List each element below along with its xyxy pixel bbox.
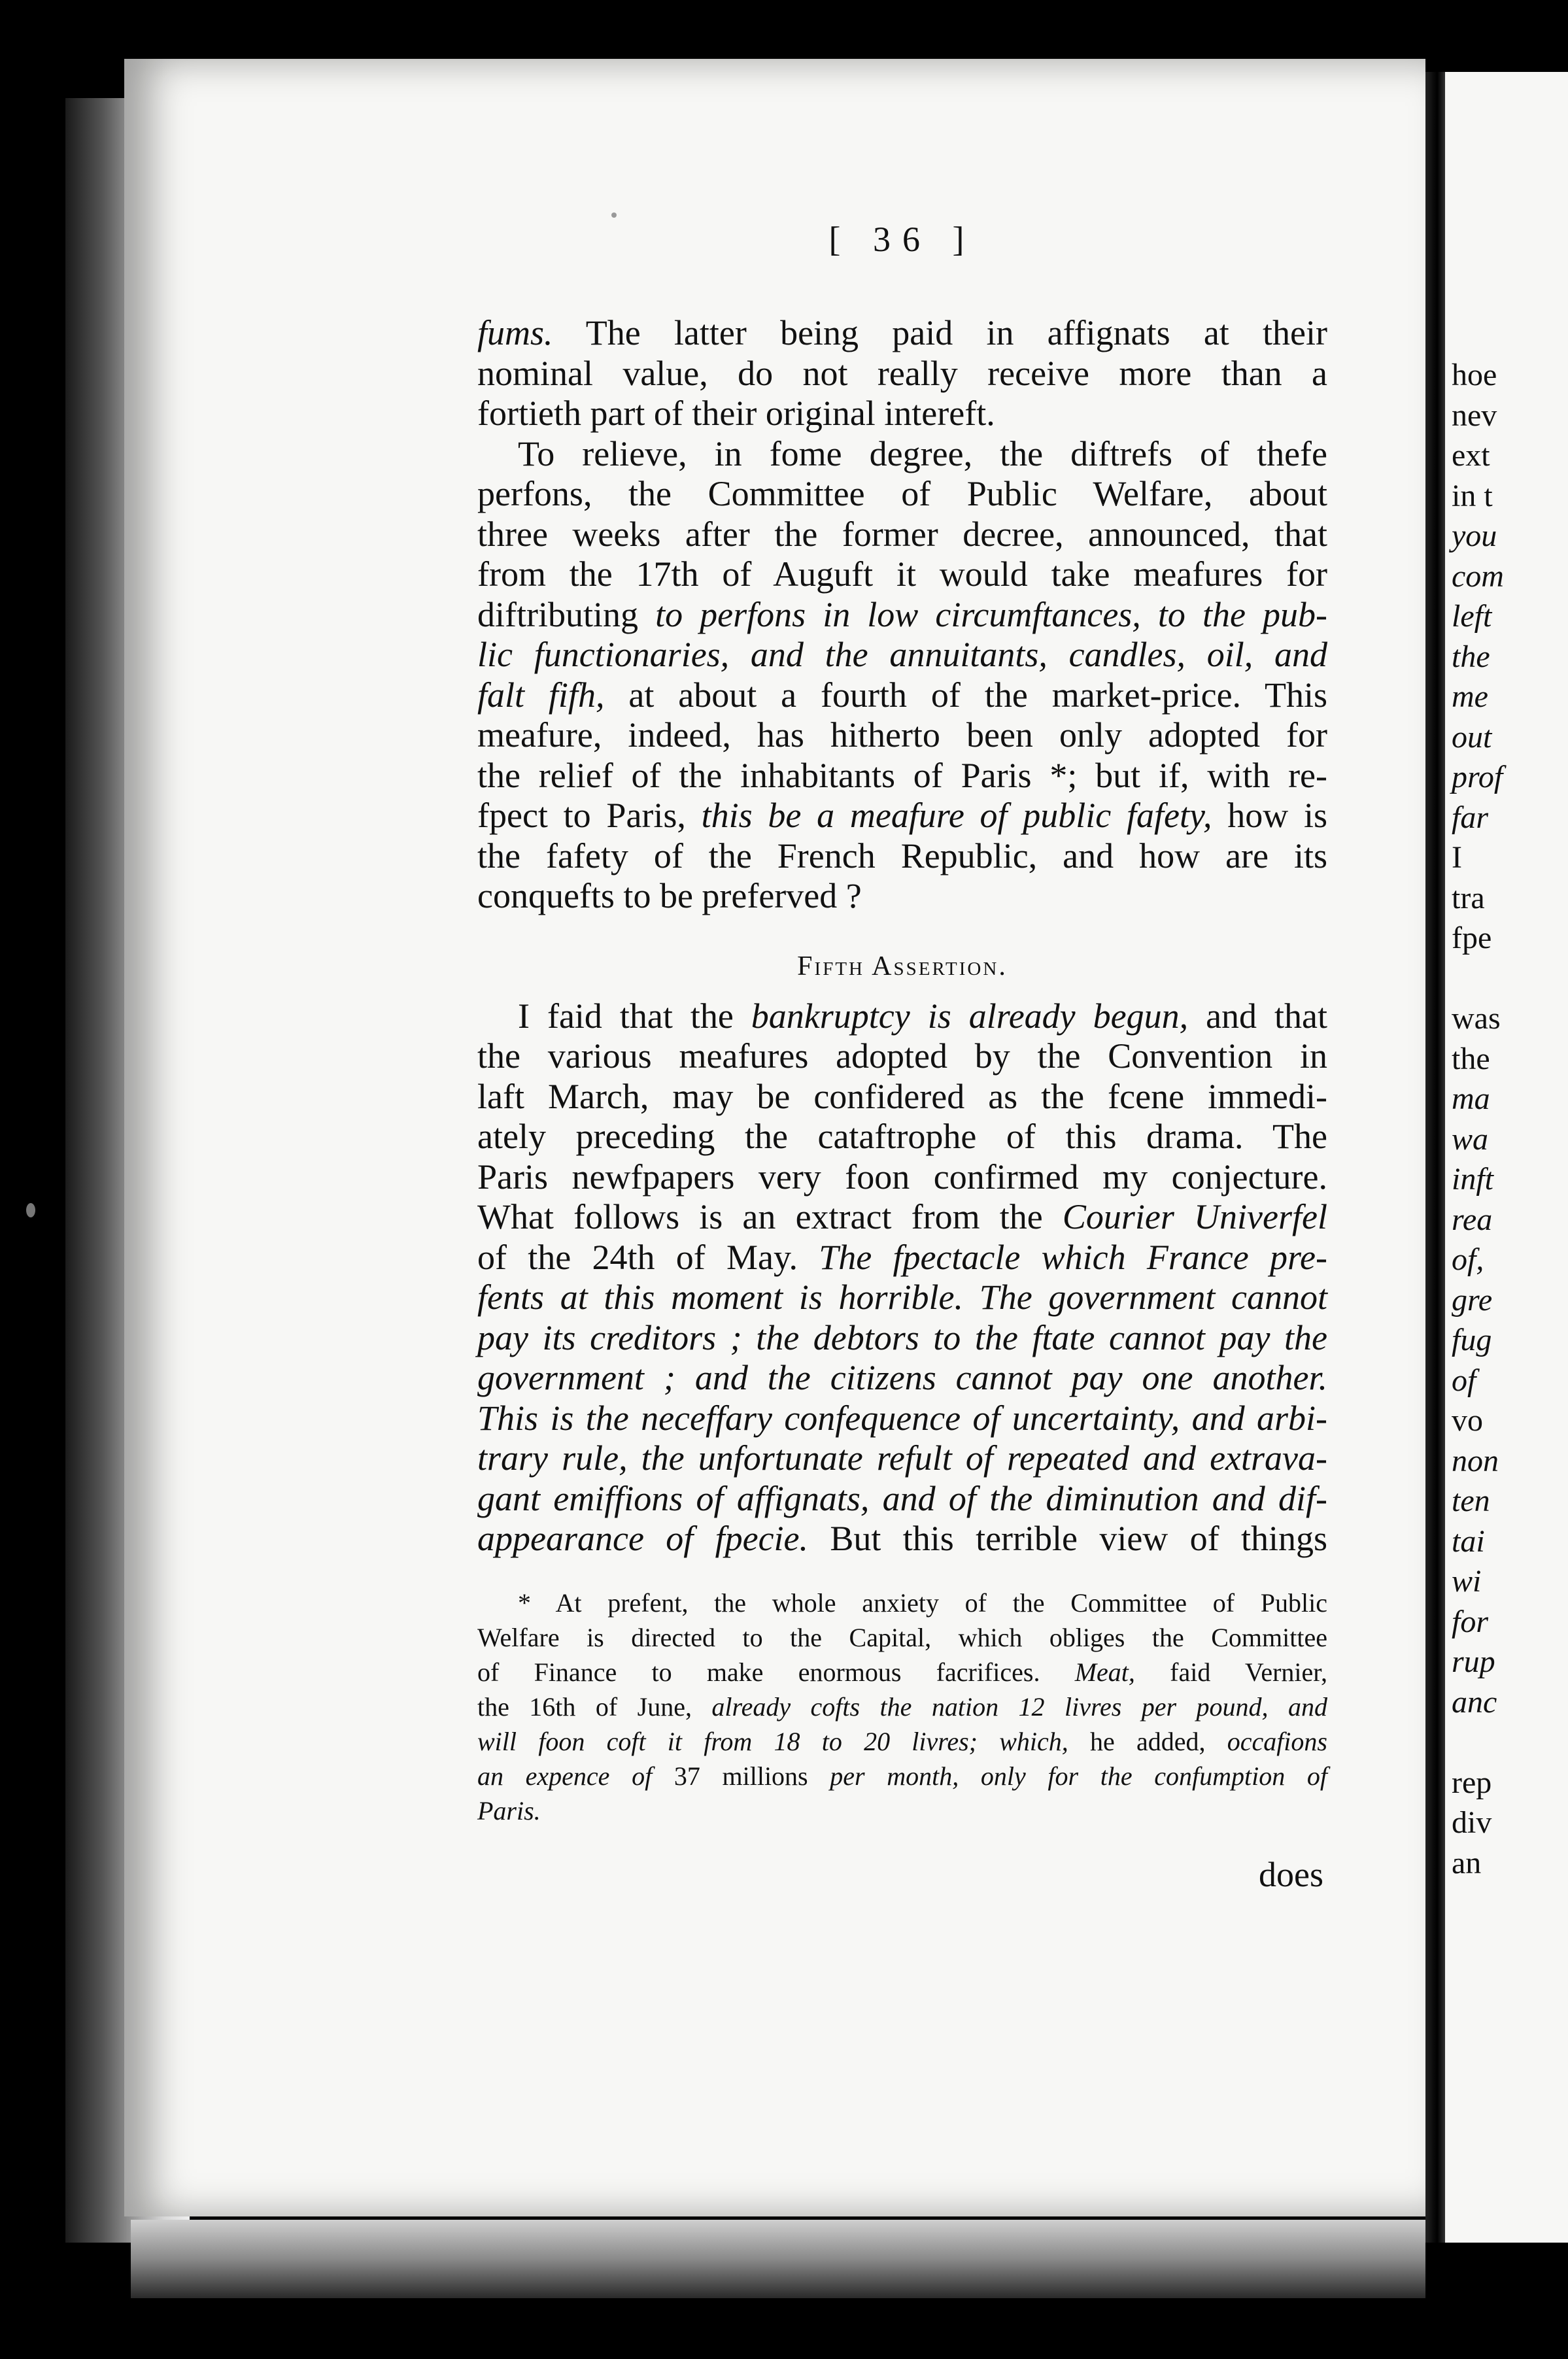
text-line: the fafety of the French Republic, and how are its bbox=[477, 836, 1327, 875]
text-line: lic functionaries, and the annuitants, candles, oil, and bbox=[477, 635, 1327, 674]
footnote-line: Welfare is directed to the Capital, which obliges the Committee bbox=[477, 1622, 1327, 1652]
footnote-line: Paris. bbox=[477, 1795, 541, 1825]
right-page-text-fragment: wa bbox=[1452, 1121, 1489, 1157]
right-page-text-fragment: ext bbox=[1452, 438, 1490, 473]
right-page-text-fragment: fug bbox=[1452, 1323, 1492, 1357]
text-line: Paris newfpapers very foon confirmed my conjecture. bbox=[477, 1157, 1327, 1196]
right-page-text-fragment: out bbox=[1452, 719, 1492, 755]
right-page-fragment bbox=[1445, 72, 1568, 2243]
right-page-text-fragment: rup bbox=[1452, 1644, 1495, 1679]
page-edge bbox=[131, 2220, 1425, 2298]
right-page-text-fragment: you bbox=[1452, 518, 1497, 553]
right-page-text-fragment: me bbox=[1452, 679, 1488, 714]
right-page-text-fragment: of bbox=[1452, 1363, 1476, 1398]
text-line: the relief of the inhabitants of Paris *; but if, with re- bbox=[477, 755, 1327, 795]
right-page-text-fragment: div bbox=[1452, 1805, 1492, 1840]
text-line: laft March, may be confidered as the fcene immedi- bbox=[477, 1076, 1327, 1116]
right-page-text-fragment: ma bbox=[1452, 1081, 1490, 1116]
text-line: meafure, indeed, has hitherto been only adopted for bbox=[477, 715, 1327, 755]
scan-speck bbox=[611, 212, 617, 218]
right-page-text-fragment: com bbox=[1452, 558, 1504, 594]
footnote-line: of Finance to make enormous facrifices. Meat, faid Vernier, bbox=[477, 1657, 1328, 1687]
text-line: conquefts to be preferved ? bbox=[477, 876, 862, 915]
text-line: perfons, the Committee of Public Welfare, about bbox=[477, 474, 1327, 513]
footnote bbox=[477, 1586, 1327, 1828]
text-line: the various meafures adopted by the Convention in bbox=[477, 1036, 1327, 1076]
text-line: from the 17th of Auguft it would take meafures for bbox=[477, 554, 1327, 594]
text-line: To relieve, in fome degree, the diftrefs of thefe bbox=[518, 433, 1327, 473]
right-page-text-fragment: hoe bbox=[1452, 358, 1497, 392]
right-page-text-fragment: the bbox=[1452, 639, 1490, 674]
text-line: trary rule, the unfortunate refult of repeated and extrava- bbox=[477, 1438, 1327, 1478]
right-page-text-fragment: tai bbox=[1452, 1523, 1485, 1559]
text-line: of the 24th of May. The fpectacle which France pre- bbox=[477, 1237, 1327, 1277]
paragraph-2 bbox=[477, 434, 1327, 917]
text-line: three weeks after the former decree, announced, that bbox=[477, 514, 1327, 554]
right-page-text-fragment: an bbox=[1452, 1845, 1482, 1880]
text-line: I faid that the bankruptcy is already begun, and that bbox=[518, 996, 1327, 1036]
text-line: diftributing to perfons in low circumftances, to the pub- bbox=[477, 594, 1327, 634]
right-page-text-fragment: of, bbox=[1452, 1242, 1484, 1277]
right-page-text-fragment: prof bbox=[1452, 760, 1503, 794]
right-page-text-fragment: anc bbox=[1452, 1684, 1497, 1720]
right-page-text-fragment: I bbox=[1452, 840, 1462, 875]
footnote-line: will foon coft it from 18 to 20 livres; which, he added, occafions bbox=[477, 1726, 1327, 1756]
page-number: [ 36 ] bbox=[828, 220, 976, 259]
text-line: fpect to Paris, this be a meafure of public fafety, how is bbox=[477, 796, 1327, 835]
paragraph-3 bbox=[477, 996, 1327, 1559]
right-page-text-fragment: rep bbox=[1452, 1765, 1492, 1800]
right-page-text-fragment: tra bbox=[1452, 880, 1485, 915]
text-line: appearance of fpecie. But this terrible view of things bbox=[477, 1519, 1327, 1558]
page-text bbox=[477, 219, 1327, 1895]
right-page-text-fragment: ten bbox=[1452, 1484, 1490, 1518]
right-page-text-fragment: was bbox=[1452, 1001, 1501, 1036]
right-page-text-fragment: rea bbox=[1452, 1202, 1493, 1237]
page-gutter bbox=[1425, 72, 1445, 2243]
right-page-text-fragment: gre bbox=[1452, 1282, 1493, 1317]
text-line: government ; and the citizens cannot pay one another. bbox=[477, 1358, 1327, 1397]
right-page-text-fragment: for bbox=[1452, 1604, 1489, 1639]
footnote-line: an expence of 37 millions per month, only for the confumption of bbox=[477, 1761, 1328, 1791]
right-page-text-fragment: in t bbox=[1452, 478, 1493, 513]
right-page-text-fragment: wi bbox=[1452, 1564, 1482, 1599]
catchword: does bbox=[1259, 1854, 1323, 1894]
right-page-text-fragment: fpe bbox=[1452, 921, 1492, 955]
right-page-text-fragment: left bbox=[1452, 599, 1492, 634]
right-page-text-fragment: inft bbox=[1452, 1162, 1494, 1196]
text-line: gant emiffions of affignats, and of the diminution and dif- bbox=[477, 1478, 1327, 1518]
footnote-line: * At prefent, the whole anxiety of the Committee of Public bbox=[518, 1587, 1327, 1618]
text-line: fents at this moment is horrible. The government cannot bbox=[477, 1278, 1327, 1317]
text-line: falt fifh, at about a fourth of the market-price. This bbox=[477, 675, 1327, 715]
paragraph-1 bbox=[477, 313, 1327, 434]
right-page-text-fragment: nev bbox=[1452, 398, 1497, 433]
text-line: pay its creditors ; the debtors to the ftate cannot pay the bbox=[477, 1317, 1327, 1357]
right-page-text-fragment: non bbox=[1452, 1443, 1499, 1478]
text-line: nominal value, do not really receive more than a bbox=[477, 353, 1327, 393]
text-line: fortieth part of their original intereft. bbox=[477, 394, 995, 433]
section-heading: Fifth Assertion. bbox=[797, 951, 1008, 981]
right-page-text-fragment: vo bbox=[1452, 1403, 1483, 1438]
text-line: This is the neceffary confequence of uncertainty, and arbi- bbox=[477, 1398, 1327, 1438]
right-page-text-fragment: far bbox=[1452, 800, 1489, 835]
text-line: ately preceding the cataftrophe of this drama. The bbox=[477, 1117, 1327, 1156]
footnote-line: the 16th of June, already cofts the nation 12 livres per pound, and bbox=[477, 1691, 1328, 1722]
right-page-text-fragment: the bbox=[1452, 1041, 1490, 1076]
scan-speck bbox=[26, 1203, 35, 1217]
text-line: fums. The latter being paid in affignats at their bbox=[477, 313, 1327, 352]
text-line: What follows is an extract from the Courier Univerfel bbox=[477, 1197, 1327, 1236]
